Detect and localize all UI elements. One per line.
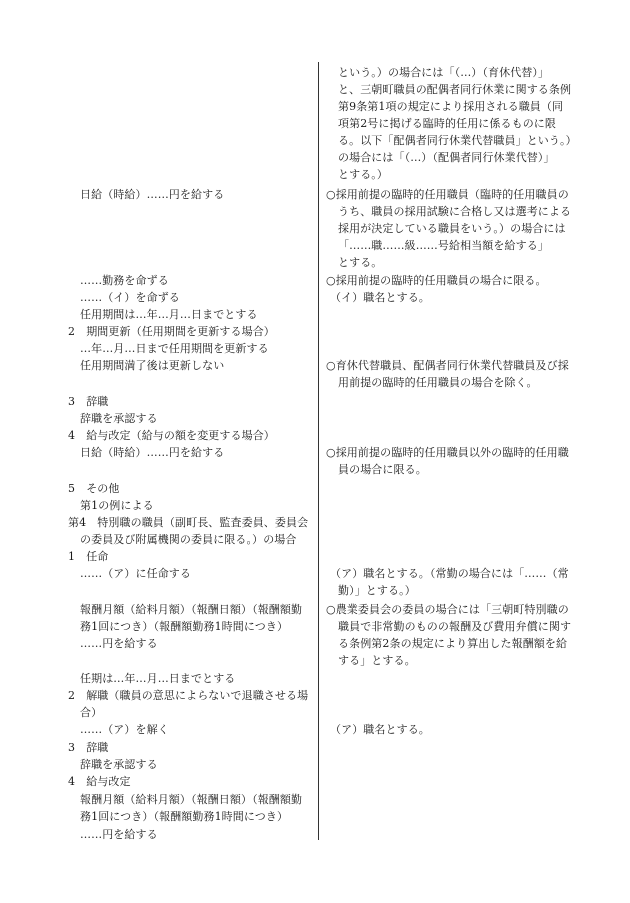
left-text-line: …年…月…日まで任用期間を更新する <box>80 342 269 355</box>
left-text-line: 報酬月額（給料月額）（報酬日額）（報酬額勤 <box>80 603 303 616</box>
note-text-line: という。）の場合には「（…）（育休代替）」 <box>338 66 550 79</box>
left-text-line: 辞職を承認する <box>80 758 158 771</box>
note-text-line: る条例第2条の規定により算出した報酬額を給 <box>338 637 568 650</box>
note-text-line: の場合には「（…）（配偶者同行休業代替）」 <box>338 151 555 164</box>
left-text-line: ……（イ）を命ずる <box>80 291 180 304</box>
left-text-line: 1 任命 <box>68 550 109 563</box>
left-text-line: 務1回につき）（報酬額勤務1時間につき） <box>80 810 289 823</box>
note-text-line: うち、職員の採用試験に合格し又は選考による <box>338 205 572 218</box>
left-text-line: 報酬月額（給料月額）（報酬日額）（報酬額勤 <box>80 793 303 806</box>
left-text-line: ……円を給する <box>80 828 158 841</box>
note-text-line: と、三朝町職員の配偶者同行休業に関する条例 <box>338 83 572 96</box>
left-text-line: 日給（時給）……円を給する <box>80 446 225 459</box>
note-text-line: 第9条第1項の規定により採用される職員（同 <box>338 100 564 113</box>
left-text-line: ……勤務を命ずる <box>80 274 169 287</box>
note-text-line: （ア）職名とする。（常勤の場合には「……（常 <box>330 567 569 580</box>
left-text-line: ……（ア）を解く <box>80 723 169 736</box>
note-text-line: ○採用前提の臨時的任用職員以外の臨時的任用職 <box>326 446 569 459</box>
left-text-line: ……円を給する <box>80 637 158 650</box>
note-text-line: ○採用前提の臨時的任用職員（臨時的任用職員の <box>326 188 569 201</box>
note-text-line: 員の場合に限る。 <box>338 463 427 476</box>
left-text-line: 2 期間更新（任用期間を更新する場合） <box>68 325 275 338</box>
note-text-line: ○採用前提の臨時的任用職員の場合に限る。 <box>326 274 547 287</box>
note-text-line: 勤）」とする。） <box>338 584 416 597</box>
left-text-line: 第4 特別職の職員（副町長、監査委員、委員会 <box>68 516 309 529</box>
left-text-line: 第1の例による <box>80 499 154 512</box>
left-text-line: の委員及び附属機関の委員に限る。）の場合 <box>80 533 297 546</box>
left-text-line: 務1回につき）（報酬額勤務1時間につき） <box>80 620 289 633</box>
left-text-line: 任用期間満了後は更新しない <box>80 359 225 372</box>
note-text-line: 項第2号に掲げる臨時的任用に係るものに限 <box>338 117 556 130</box>
note-text-line: とする。） <box>338 168 388 181</box>
left-text-line: 4 給与改定（給与の額を変更する場合） <box>68 429 275 442</box>
left-text-line: ……（ア）に任命する <box>80 567 191 580</box>
column-divider <box>318 62 319 840</box>
left-text-line: 2 解職（職員の意思によらないで退職させる場 <box>68 689 309 702</box>
note-text-line: 職員で非常勤のものの報酬及び費用弁償に関す <box>338 620 572 633</box>
left-text-line: 合） <box>80 706 103 719</box>
note-text-line: ○育休代替職員、配偶者同行休業代替職員及び採 <box>326 359 569 372</box>
note-text-line: する」とする。 <box>338 654 416 667</box>
note-text-line: （ア）職名とする。 <box>330 723 430 736</box>
left-text-line: 3 辞職 <box>68 741 109 754</box>
left-text-line: 3 辞職 <box>68 395 109 408</box>
left-text-line: 任用期間は…年…月…日までとする <box>80 308 258 321</box>
note-text-line: 用前提の臨時的任用職員の場合を除く。 <box>338 376 538 389</box>
note-text-line: とする。 <box>338 256 383 269</box>
note-text-line: ○農業委員会の委員の場合には「三朝町特別職の <box>326 603 569 616</box>
left-text-line: 5 その他 <box>68 482 120 495</box>
left-text-line: 任期は…年…月…日までとする <box>80 672 236 685</box>
note-text-line: 「……職……級……号給相当額を給する」 <box>338 239 549 252</box>
left-text-line: 4 給与改定 <box>68 775 131 788</box>
note-text-line: る。以下「配偶者同行休業代替職員」という。） <box>338 134 577 147</box>
left-text-line: 辞職を承認する <box>80 412 158 425</box>
left-text-line: 日給（時給）……円を給する <box>80 188 225 201</box>
note-text-line: （イ）職名とする。 <box>330 291 430 304</box>
note-text-line: 採用が決定している職員をいう。）の場合には <box>338 222 566 235</box>
